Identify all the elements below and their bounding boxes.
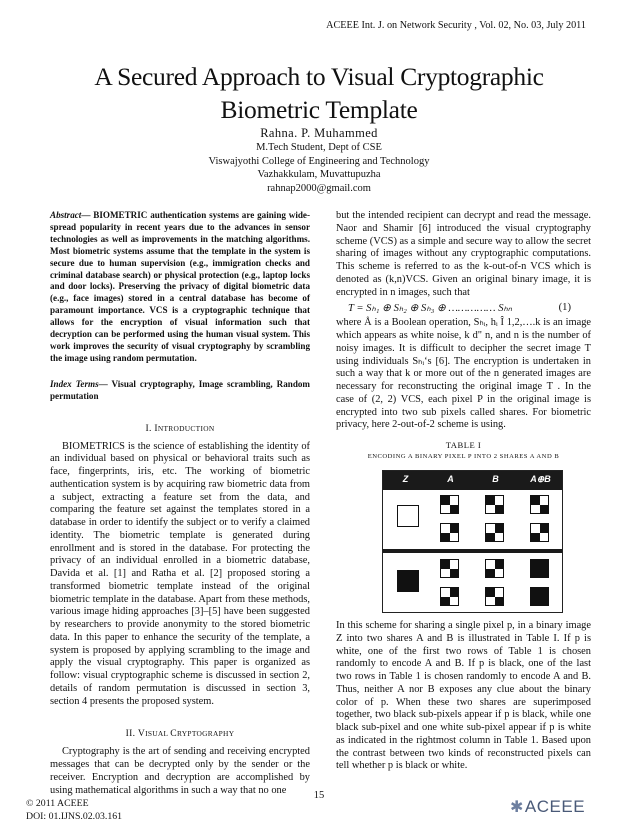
encoding-table [382,470,563,613]
left-column [50,210,310,797]
share-scheme-paragraph: In this scheme for sharing a single pixel p, in a binary image Z into two shares A and B is illustrated in Table I. If p is white, one of the first two rows of Table 1 is chosen randomly to encode A and B. If p is black, one of the last two rows in Table 1 is chosen randomly to encode A and B. Thus, neither A nor B exposes any clue about the binary color of p. When these two shares are superimposed together, two black sub-pixels appear if p is black, while one black sub-pixel and one white sub-pixel appear if p is white as indicated in the rightmost column in Table 1. Based upon the contrast between two kinds of reconstructed pixels can tell whether p is black or white. [336,620,591,772]
introduction-paragraph: BIOMETRICS is the science of establishing the identity of an individual based on physical or behavioral traits such as face, fingerprints, iris, etc. The working of biometric authentication system is by acquiring raw biometric data from a subject, extracting a feature set from the data, and comparing the feature set against the templates stored in a database in order to identify the subject or to verify a claimed identity. The biometric template is generated during enrollment and is stored in the database. For protecting the privacy of an individual enrolled in a biometric database, Davida et al. [1] and Ratha et al. [2] proposed storing a transformed biometric template instead of the original biometric template in the database. Apart from these methods, various image hiding approaches [3]–[5] have been suggested by researchers to provide anonymity to the stored biometric data. In this paper to enhance the security of the template, a system is proposed by applying scrambling to the image and apply the visual cryptography. This paper is organized as follow: visual cryptographic scheme is discussed in section 2, details of random permutation is discussed in section 3, section 4 presents the proposed system. [50,440,310,707]
equation-1 [348,302,591,314]
share-tile [530,495,549,514]
share-tile [530,523,549,542]
abstract [50,210,310,365]
header-b: B [492,474,499,484]
vcs-paragraph: but the intended recipient can decrypt and read the message. Naor and Shamir [6] introduced the visual cryptography scheme (VCS) as a simple and secure way to allow the secret sharing of images without any cryptographic computations. This scheme is referred to as the k-out-of-n VCS which is denoted as (k,n)VCS. Given an original binary image, it is encrypted in n images, such that [336,210,591,298]
share-tile [530,587,549,606]
table-row-separator [383,549,562,553]
section-heading-introduction: I. INTRODUCTION [145,422,215,434]
paper-title [0,60,638,126]
aceee-logo: ✱ACEEE [510,797,586,816]
share-tile [440,495,459,514]
abstract-text: — BIOMETRIC authentication systems are gaining wide-spread popularity in recent years due to the advances in sensor technologies as well as improvements in the matching algorithms. Most biometric systems assume that the template in the system is secure due to human supervision (e.g., immigration checks and criminal database search) or physical protection (e.g., laptop locks and door locks). Preserving the privacy of digital biometric data (e.g., face images) stored in a central database has become of paramount importance. VCS is a cryptographic technique that allows for the encryption of visual information such that decryption can be performed using the human visual system. This work improves the security of visual cryptography by scrambling the image using random permutation. [50,210,310,363]
share-tile [485,495,504,514]
header-z: Z [402,474,409,484]
equation-body: T = Sₕ₁ ⊕ Sₕ₂ ⊕ Sₕ₃ ⊕ …………… Sₕₙ [348,303,513,315]
index-terms [50,379,310,403]
share-tile [440,523,459,542]
abstract-lead: Abstract [50,210,82,220]
author-name: Rahna. P. Muhammed [260,126,378,140]
index-terms-text: — Visual cryptography, Image scrambling, Random permutation [50,378,310,401]
affiliation-college: Viswajyothi College of Engineering and Technology [208,155,430,167]
section-heading-visual-cryptography: II. VISUAL CRYPTOGRAPHY [125,728,235,740]
equation-number: (1) [558,302,571,314]
index-terms-lead: Index Terms [50,378,99,389]
running-header: ACEEE Int. J. on Network Security , Vol. 02, No. 03, July 2011 [326,20,586,31]
paper-title-line1: A Secured Approach to Visual Cryptographic [94,62,544,91]
visual-cryptography-paragraph: Cryptography is the art of sending and receiving encrypted messages that can be decrypted only by the sender or the receiver. Encryption and decryption are accomplished by using mathematical algorithms in such a way that no one [50,746,310,796]
share-tile [440,559,459,578]
affiliation-dept: M.Tech Student, Dept of CSE [256,142,382,153]
share-tile [530,559,549,578]
share-tile [485,523,504,542]
share-tile [485,559,504,578]
vcs-definition-paragraph: where Å is a Boolean operation, Sₕᵢ, hᵢ Î 1,2,….k is an image which appears as white noise, k d" n, and n is the number of noisy images. It is difficult to decipher the secret image T using individuals Sₕᵢ‘s [6]. The encryption is undertaken in such a way that k or more out of the n generated images are necessary for reconstructing the original image T . In the case of (2, 2) VCS, each pixel P in the original image is encrypted into two sub pixels called shares. For biometric privacy, here 2-out-of-2 scheme is using. [336,317,591,431]
table-caption: ENCODING A BINARY PIXEL P INTO 2 SHARES A AND B [367,453,560,460]
table-label: TABLE I [445,440,482,450]
affiliation-address: Vazhakkulam, Muvattupuzha [257,169,381,180]
paper-title-line2: Biometric Template [220,95,418,124]
black-pixel-tile [397,570,419,592]
encoding-table-header [383,471,562,490]
copyright: © 2011 ACEEE [26,798,89,809]
author-email: rahnap2000@gmail.com [267,182,371,194]
doi: DOI: 01.IJNS.02.03.161 [26,811,123,822]
footer-info [26,797,122,823]
header-a-xor-b: A⊕B [530,474,551,484]
author-block [0,126,638,195]
share-tile [440,587,459,606]
header-a: A [447,474,454,484]
share-tile [485,587,504,606]
page-number: 15 [313,790,325,801]
white-pixel-tile [397,505,419,527]
logo-star-icon: ✱ [510,799,524,816]
